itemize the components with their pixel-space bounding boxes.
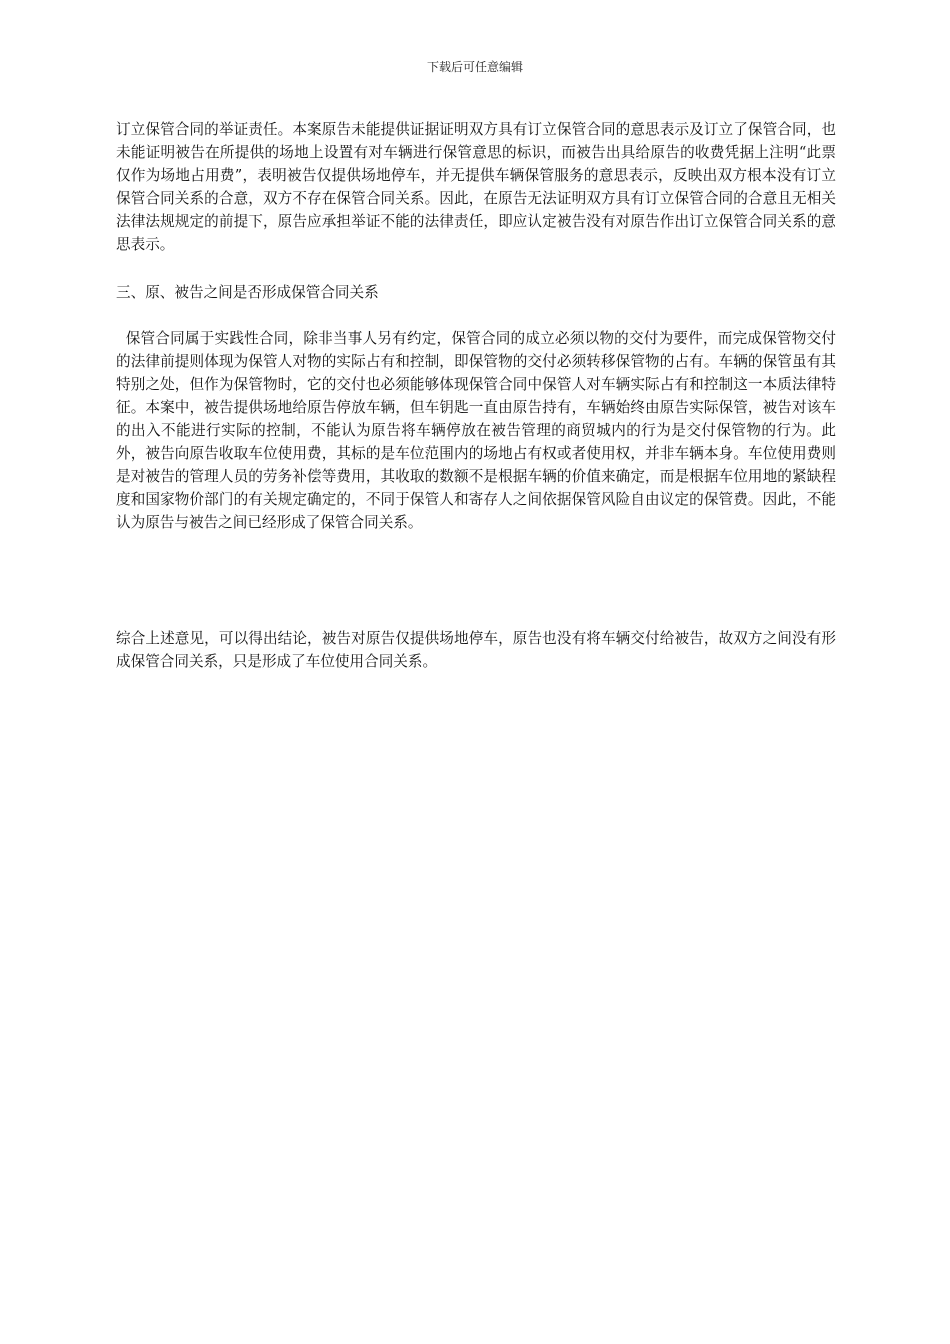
page-header: 下载后可任意编辑 [426,60,523,74]
paragraph-conclusion: 综合上述意见，可以得出结论，被告对原告仅提供场地停车，原告也没有将车辆交付给被告，故双方之间没有形成保管合同关系，只是形成了车位使用合同关系。 [116,630,836,670]
paragraph-burden-of-proof: 订立保管合同的举证责任。本案原告未能提供证据证明双方具有订立保管合同的意思表示及订立了保管合同，也未能证明被告在所提供的场地上设置有对车辆进行保管意思的标识，而被告出具给原告的收费凭据上注明“此票仅作为场地占用费”，表明被告仅提供场地停车，并无提供车辆保管服务的意思表示，反映出双方根本没有订立保管合同关系的合意，双方不存在保管合同关系。因此，在原告无法证明双方具有订立保管合同的合意且无相关法律法规规定的前提下，原告应承担举证不能的法律责任，即应认定被告没有对原告作出订立保管合同关系的意思表示。 [116,121,836,253]
section-heading-3: 三、原、被告之间是否形成保管合同关系 [116,284,379,301]
paragraph-custody-contract: 保管合同属于实践性合同，除非当事人另有约定，保管合同的成立必须以物的交付为要件，而完成保管物交付的法律前提则体现为保管人对物的实际占有和控制，即保管物的交付必须转移保管物的占有。车辆的保管虽有其特别之处，但作为保管物时，它的交付也必须能够体现保管合同中保管人对车辆实际占有和控制这一本质法律特征。本案中，被告提供场地给原告停放车辆，但车钥匙一直由原告持有，车辆始终由原告实际保管，被告对该车的出入不能进行实际的控制，不能认为原告将车辆停放在被告管理的商贸城内的行为是交付保管物的行为。此外，被告向原告收取车位使用费，其标的是车位范围内的场地占有权或者使用权，并非车辆本身。车位使用费则是对被告的管理人员的劳务补偿等费用，其收取的数额不是根据车辆的价值来确定，而是根据车位用地的紧缺程度和国家物价部门的有关规定确定的，不同于保管人和寄存人之间依据保管风险自由议定的保管费。因此，不能认为原告与被告之间已经形成了保管合同关系。 [116,330,836,531]
